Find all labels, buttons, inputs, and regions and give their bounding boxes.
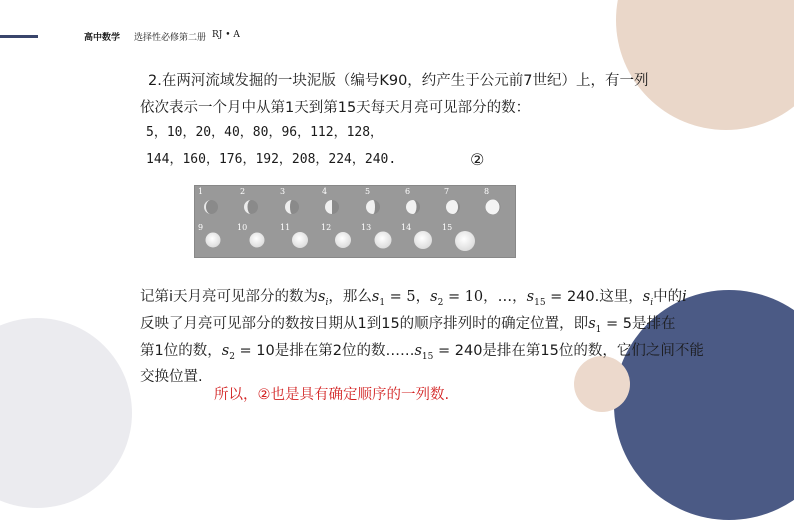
header-book-title: 选择性必修第二册	[134, 33, 207, 43]
moon-day-4	[325, 200, 339, 214]
moon-day-1	[204, 200, 218, 214]
moon-day-8	[486, 200, 501, 215]
sequence-label: ②	[470, 150, 485, 169]
header-edition: RJ • A	[212, 30, 240, 40]
moon-day-2	[244, 200, 258, 214]
moon-number: 4	[322, 187, 328, 196]
moon-number: 12	[321, 223, 332, 232]
moon-number: 14	[401, 223, 412, 232]
moon-number: 6	[405, 187, 411, 196]
sequence-line-1: 5，10，20，40，80，96，112，128，	[146, 125, 384, 140]
decorative-tan-circle	[616, 0, 794, 130]
moon-number: 2	[240, 187, 246, 196]
moon-number: 10	[237, 223, 248, 232]
moon-day-10	[250, 233, 265, 248]
moon-day-9	[206, 233, 221, 248]
moon-number: 7	[444, 187, 450, 196]
header-accent-line	[0, 35, 38, 38]
moon-day-6	[406, 200, 420, 214]
moon-number: 3	[280, 187, 286, 196]
sequence-line-2: 144，160，176，192，208，224，240.	[146, 152, 397, 167]
moon-number: 11	[280, 223, 291, 232]
moon-phases-svg	[195, 186, 515, 257]
explanation-line-2: 反映了月亮可见部分的数按日期从1到15的顺序排列时的确定位置，即$s_1 = 5$是排在	[140, 316, 676, 335]
moon-day-3	[285, 200, 299, 214]
explanation-line-3: 第1位的数，$s_2 = 10$是排在第2位的数$\dots\dots s_{15} = 240$是排在第15位的数，它们之间不能	[140, 343, 704, 362]
moon-number: 8	[484, 187, 490, 196]
problem-line-1: 2.在两河流域发掘的一块泥版（编号K90，约产生于公元前7世纪）上，有一列	[148, 73, 649, 89]
conclusion-text: 所以，②也是具有确定顺序的一列数.	[214, 387, 450, 403]
moon-day-15	[455, 231, 475, 251]
problem-line-2: 依次表示一个月中从第1天到第15天每天月亮可见部分的数：	[140, 100, 531, 116]
decorative-gray-circle	[0, 318, 132, 508]
moon-day-11	[292, 232, 308, 248]
moon-number: 1	[198, 187, 204, 196]
moon-number: 15	[442, 223, 453, 232]
moon-day-12	[335, 232, 351, 248]
moon-day-14	[414, 231, 432, 249]
moon-number: 13	[361, 223, 372, 232]
moon-number: 5	[365, 187, 371, 196]
moon-number: 9	[198, 223, 204, 232]
header-subject: 高中数学	[84, 33, 121, 43]
explanation-line-4: 交换位置.	[140, 369, 203, 385]
moon-day-13	[375, 232, 392, 249]
moon-phases-image	[194, 185, 516, 258]
explanation-line-1: 记第i天月亮可见部分的数为$s_i$，那么$s_1 = 5$，$s_2 = 10$，…，$s_{15} = 240$.这里，$s_i$中的i	[140, 289, 687, 308]
moon-day-7	[446, 200, 460, 214]
moon-day-5	[366, 200, 380, 214]
